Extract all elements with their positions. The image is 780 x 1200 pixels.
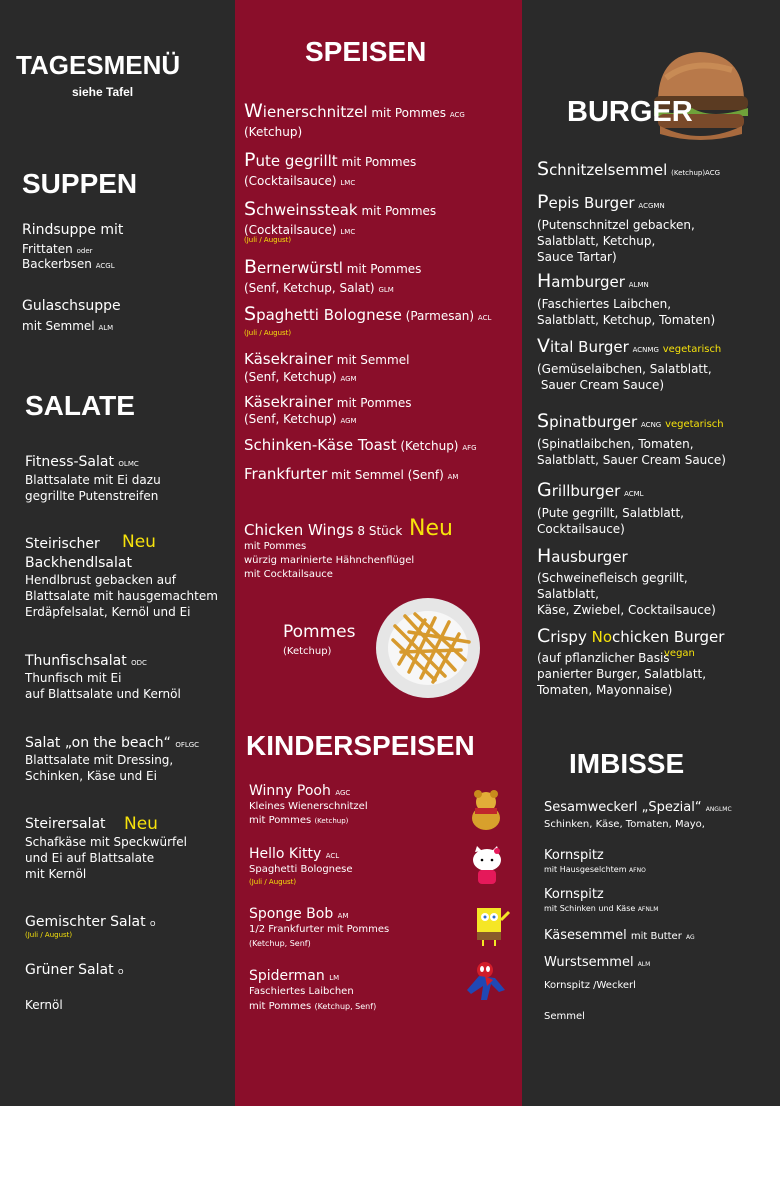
grillburger-desc1: (Pute gegrillt, Salatblatt, xyxy=(537,506,684,520)
steirersalat-desc3: mit Kernöl xyxy=(25,867,87,881)
hamburger-desc2: Salatblatt, Ketchup, Tomaten) xyxy=(537,313,716,327)
wienerschnitzel-name: Wienerschnitzel mit Pommes ACG xyxy=(244,100,465,122)
kornspitz-1-desc: mit Hausgeselchtem AFNO xyxy=(544,865,646,874)
hausburger-desc3: Käse, Zwiebel, Cocktailsauce) xyxy=(537,603,716,617)
schweinssteak-name: Schweinssteak mit Pommes xyxy=(244,198,437,220)
speisen-title: SPEISEN xyxy=(305,36,427,67)
hausburger-desc1: (Schweinefleisch gegrillt, xyxy=(537,571,688,585)
hamburger-desc1: (Faschiertes Laibchen, xyxy=(537,297,672,311)
beach-salat-desc1: Blattsalate mit Dressing, xyxy=(25,753,174,767)
steirersalat-desc1: Schafkäse mit Speckwürfel xyxy=(25,835,187,849)
steirischer-line2: Backhendlsalat xyxy=(25,555,132,571)
spinatburger-desc1: (Spinatlaibchen, Tomaten, xyxy=(537,437,694,451)
vital-burger-desc1: (Gemüselaibchen, Salatblatt, xyxy=(537,362,712,376)
kernoel-text: Kernöl xyxy=(25,998,63,1012)
hello-kitty-note: (Juli / August) xyxy=(249,878,297,886)
rindsuppe-line3: Backerbsen ACGL xyxy=(22,257,115,271)
pommes-sub: (Ketchup) xyxy=(283,646,332,657)
spongebob-icon xyxy=(471,906,513,948)
rindsuppe-name: Rindsuppe mit xyxy=(22,222,124,238)
sesamweckerl-name: Sesamweckerl „Spezial“ ANGLMC xyxy=(544,800,732,815)
thunfischsalat-desc1: Thunfisch mit Ei xyxy=(25,671,122,685)
gemischter-salat-note: (Juli / August) xyxy=(25,931,73,939)
thunfischsalat-name: Thunfischsalat ODC xyxy=(25,653,147,669)
gemischter-salat-name: Gemischter Salat O xyxy=(25,914,156,930)
chicken-wings-desc1: mit Pommes xyxy=(244,541,307,552)
fitness-salat-name: Fitness-Salat OLMC xyxy=(25,454,139,470)
vital-burger-name: Vital Burger ACNMG vegetarisch xyxy=(537,335,722,357)
spaghetti-note: (Juli / August) xyxy=(244,329,292,337)
kornspitz-2-name: Kornspitz xyxy=(544,887,604,902)
imbisse-title: IMBISSE xyxy=(569,748,685,779)
steirischer-desc2: Blattsalate mit hausgemachtem xyxy=(25,589,218,603)
suppen-title: SUPPEN xyxy=(22,168,138,199)
crispy-burger-desc1: (auf pflanzlicher Basis xyxy=(537,651,670,665)
spiderman-name: Spiderman LM xyxy=(249,968,340,984)
schweinssteak-note: (Juli / August) xyxy=(244,236,292,244)
kornspitz-2-desc: mit Schinken und Käse AFNLM xyxy=(544,904,659,913)
hamburger-name: Hamburger ALMN xyxy=(537,270,649,292)
pute-name: Pute gegrillt mit Pommes xyxy=(244,149,417,171)
semmel-text: Semmel xyxy=(544,1011,585,1022)
middle-column xyxy=(235,0,522,1106)
bernerwuerstl-sub: (Senf, Ketchup, Salat) GLM xyxy=(244,281,394,295)
chicken-wings-desc2: würzig marinierte Hähnchenflügel xyxy=(244,555,415,566)
schweinssteak-sub: (Cocktailsauce) LMC xyxy=(244,223,356,237)
hausburger-desc2: Salatblatt, xyxy=(537,587,599,601)
pepis-burger-name: Pepis Burger ACGMN xyxy=(537,191,665,213)
spinatburger-name: Spinatburger ACNG vegetarisch xyxy=(537,410,724,432)
neu-badge: Neu xyxy=(124,814,158,834)
grillburger-name: Grillburger ACML xyxy=(537,479,644,501)
kaesesemmel-name: Käsesemmel mit Butter AG xyxy=(544,928,695,943)
pepis-burger-desc3: Sauce Tartar) xyxy=(537,250,617,264)
kornspitz-1-name: Kornspitz xyxy=(544,848,604,863)
spinatburger-desc2: Salatblatt, Sauer Cream Sauce) xyxy=(537,453,726,467)
steirischer-line1: Steirischer xyxy=(25,536,100,552)
hello-kitty-desc1: Spaghetti Bolognese xyxy=(249,864,353,875)
sponge-bob-desc1: 1/2 Frankfurter mit Pommes xyxy=(249,924,390,935)
wienerschnitzel-sub: (Ketchup) xyxy=(244,125,303,139)
hausburger-name: Hausburger xyxy=(537,545,628,567)
kinderspeisen-title: KINDERSPEISEN xyxy=(246,730,475,761)
gruener-salat-name: Grüner Salat O xyxy=(25,962,124,978)
kaesekrainer-pommes-name: Käsekrainer mit Pommes xyxy=(244,393,412,411)
winny-pooh-desc1: Kleines Wienerschnitzel xyxy=(249,801,368,812)
salate-title: SALATE xyxy=(25,390,135,421)
pommes-name: Pommes xyxy=(283,622,356,642)
pepis-burger-desc2: Salatblatt, Ketchup, xyxy=(537,234,656,248)
kaesekrainer-semmel-sub: (Senf, Ketchup) AGM xyxy=(244,370,357,384)
gulaschsuppe-name: Gulaschsuppe xyxy=(22,298,121,314)
spaghetti-name: Spaghetti Bolognese (Parmesan) ACL xyxy=(244,303,492,325)
sponge-bob-desc2: (Ketchup, Senf) xyxy=(249,939,311,948)
rindsuppe-line2: Frittaten oder xyxy=(22,242,93,256)
kaesekrainer-semmel-name: Käsekrainer mit Semmel xyxy=(244,350,410,368)
beach-salat-desc2: Schinken, Käse und Ei xyxy=(25,769,157,783)
toast-name: Schinken-Käse Toast (Ketchup) AFG xyxy=(244,436,477,454)
chicken-wings-name: Chicken Wings 8 Stück xyxy=(244,521,403,539)
thunfischsalat-desc2: auf Blattsalate und Kernöl xyxy=(25,687,181,701)
pepis-burger-desc1: (Putenschnitzel gebacken, xyxy=(537,218,695,232)
kaesekrainer-pommes-sub: (Senf, Ketchup) AGM xyxy=(244,412,357,426)
hello-kitty-icon xyxy=(469,846,505,886)
crispy-burger-name: Crispy Nochicken Burger xyxy=(537,625,725,647)
crispy-burger-desc2: panierter Burger, Salatblatt, xyxy=(537,667,707,681)
spiderman-desc2: mit Pommes (Ketchup, Senf) xyxy=(249,1001,377,1012)
hello-kitty-name: Hello Kitty ACL xyxy=(249,846,340,862)
crispy-burger-desc3: Tomaten, Mayonnaise) xyxy=(537,683,673,697)
spiderman-desc1: Faschiertes Laibchen xyxy=(249,986,354,997)
kornspitz-weckerl-text: Kornspitz /Weckerl xyxy=(544,980,636,991)
tagesmenu-subtitle: siehe Tafel xyxy=(72,85,134,99)
left-column xyxy=(0,0,235,1106)
winny-pooh-desc2: mit Pommes (Ketchup) xyxy=(249,815,349,826)
wurstsemmel-name: Wurstsemmel ALM xyxy=(544,955,651,970)
tagesmenu-title: TAGESMENÜ xyxy=(16,50,181,80)
gulaschsuppe-line2: mit Semmel ALM xyxy=(22,319,114,333)
fitness-salat-desc1: Blattsalate mit Ei dazu xyxy=(25,473,161,487)
neu-badge: Neu xyxy=(409,516,453,541)
winnie-pooh-icon xyxy=(465,788,507,832)
steirischer-desc1: Hendlbrust gebacken auf xyxy=(25,573,176,587)
steirischer-desc3: Erdäpfelsalat, Kernöl und Ei xyxy=(25,605,191,619)
sesamweckerl-desc: Schinken, Käse, Tomaten, Mayo, xyxy=(544,819,705,830)
frankfurter-name: Frankfurter mit Semmel (Senf) AM xyxy=(244,465,459,483)
schnitzelsemmel-name: Schnitzelsemmel (Ketchup)ACG xyxy=(537,158,721,180)
spiderman-icon xyxy=(465,956,513,1006)
steirersalat-desc2: und Ei auf Blattsalate xyxy=(25,851,155,865)
fries-plate-image xyxy=(375,596,481,700)
pute-sub: (Cocktailsauce) LMC xyxy=(244,174,356,188)
winny-pooh-name: Winny Pooh AGC xyxy=(249,783,351,799)
vegan-tag: vegan xyxy=(664,648,695,659)
bernerwuerstl-name: Bernerwürstl mit Pommes xyxy=(244,256,422,278)
grillburger-desc2: Cocktailsauce) xyxy=(537,522,625,536)
vital-burger-desc2: Sauer Cream Sauce) xyxy=(537,378,665,392)
right-column xyxy=(522,0,780,1106)
beach-salat-name: Salat „on the beach“ OFLGC xyxy=(25,735,200,751)
neu-badge: Neu xyxy=(122,532,156,552)
fitness-salat-desc2: gegrillte Putenstreifen xyxy=(25,489,159,503)
steirersalat-name: Steirersalat xyxy=(25,816,106,832)
chicken-wings-desc3: mit Cocktailsauce xyxy=(244,569,333,580)
sponge-bob-name: Sponge Bob AM xyxy=(249,906,349,922)
burger-title: BURGER xyxy=(567,96,693,128)
